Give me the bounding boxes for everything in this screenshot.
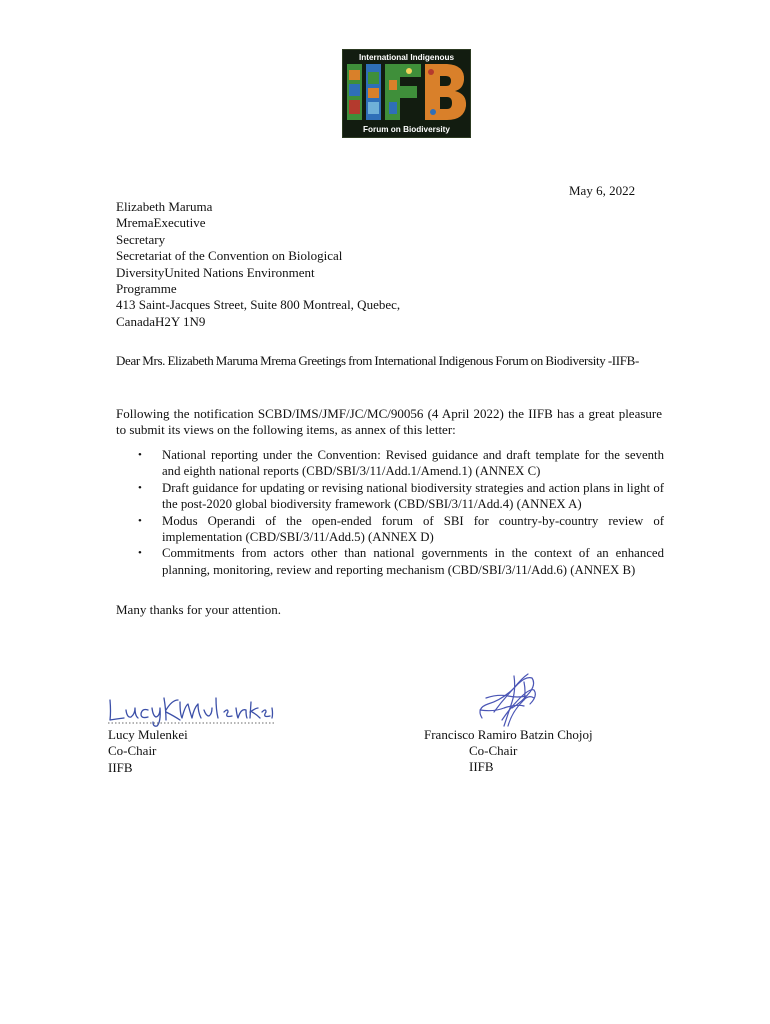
signer-block-left [108,727,188,776]
closing-line: Many thanks for your attention. [116,602,281,617]
address-line: DiversityUnited Nations Environment [116,264,315,280]
signature-lucy-mulenkei [106,692,276,728]
recipient-address [116,199,446,330]
logo-title-top: International Indigenous [358,53,455,62]
iifb-logo [342,49,471,138]
list-item [116,480,664,513]
address-line: MremaExecutive [116,215,206,231]
signer-org: IIFB [469,759,494,775]
list-item-text: Commitments from actors other than national governments in the context of an enhanced planning, monitoring, review and reporting mechanism (CBD/SBI/3/11/Add.6) (ANNEX B) [162,546,664,577]
list-item-text: Modus Operandi of the open-ended forum of SBI for country-by-country review of implementation (CBD/SBI/3/11/Add.5) (ANNEX D) [162,513,664,545]
list-item [116,513,664,546]
signer-block-right [469,743,517,776]
list-item-text: National reporting under the Convention: Revised guidance and draft template for the seventh and eighth national reports (CBD/SBI/3/11/Add.1/Amend.1) (ANNEX C) [162,448,664,479]
letter-date: May 6, 2022 [569,183,636,198]
address-line: Programme [116,281,177,297]
address-line: 413 Saint-Jacques Street, Suite 800 Montreal, Quebec, [116,297,401,313]
letter-greeting: Dear Mrs. Elizabeth Maruma Mrema Greetings from International Indigenous Forum on Biodiversity -IIFB- [116,353,639,368]
bullet-icon: • [138,514,142,527]
list-item [116,447,664,480]
signature-francisco-batzin [474,668,546,730]
signer-name: Lucy Mulenkei [108,727,188,742]
signer-title: Co-Chair [469,743,518,758]
address-line: Secretariat of the Convention on Biological [116,248,343,264]
bullet-icon: • [138,547,142,560]
bullet-icon: • [138,481,142,494]
list-item [116,545,664,578]
annex-list [116,447,664,578]
address-line: Elizabeth Maruma [116,199,213,214]
signer-name-right: Francisco Ramiro Batzin Chojoj [424,727,593,742]
intro-paragraph: Following the notification SCBD/IMS/JMF/JC/MC/90056 (4 April 2022) the IIFB has a great pleasure to submit its views on the following items, as annex of this letter: [116,406,662,438]
bullet-icon: • [138,449,142,461]
signer-org: IIFB [108,759,133,775]
signer-title: Co-Chair [108,743,157,759]
address-line: CanadaH2Y 1N9 [116,313,206,329]
iifb-logo-graphic [343,50,470,137]
logo-title-bottom: Forum on Biodiversity [363,125,450,134]
list-item-text: Draft guidance for updating or revising national biodiversity strategies and action plans in light of the post-2020 global biodiversity framework (CBD/SBI/3/11/Add.4) (ANNEX A) [162,480,664,512]
address-line: Secretary [116,231,166,247]
